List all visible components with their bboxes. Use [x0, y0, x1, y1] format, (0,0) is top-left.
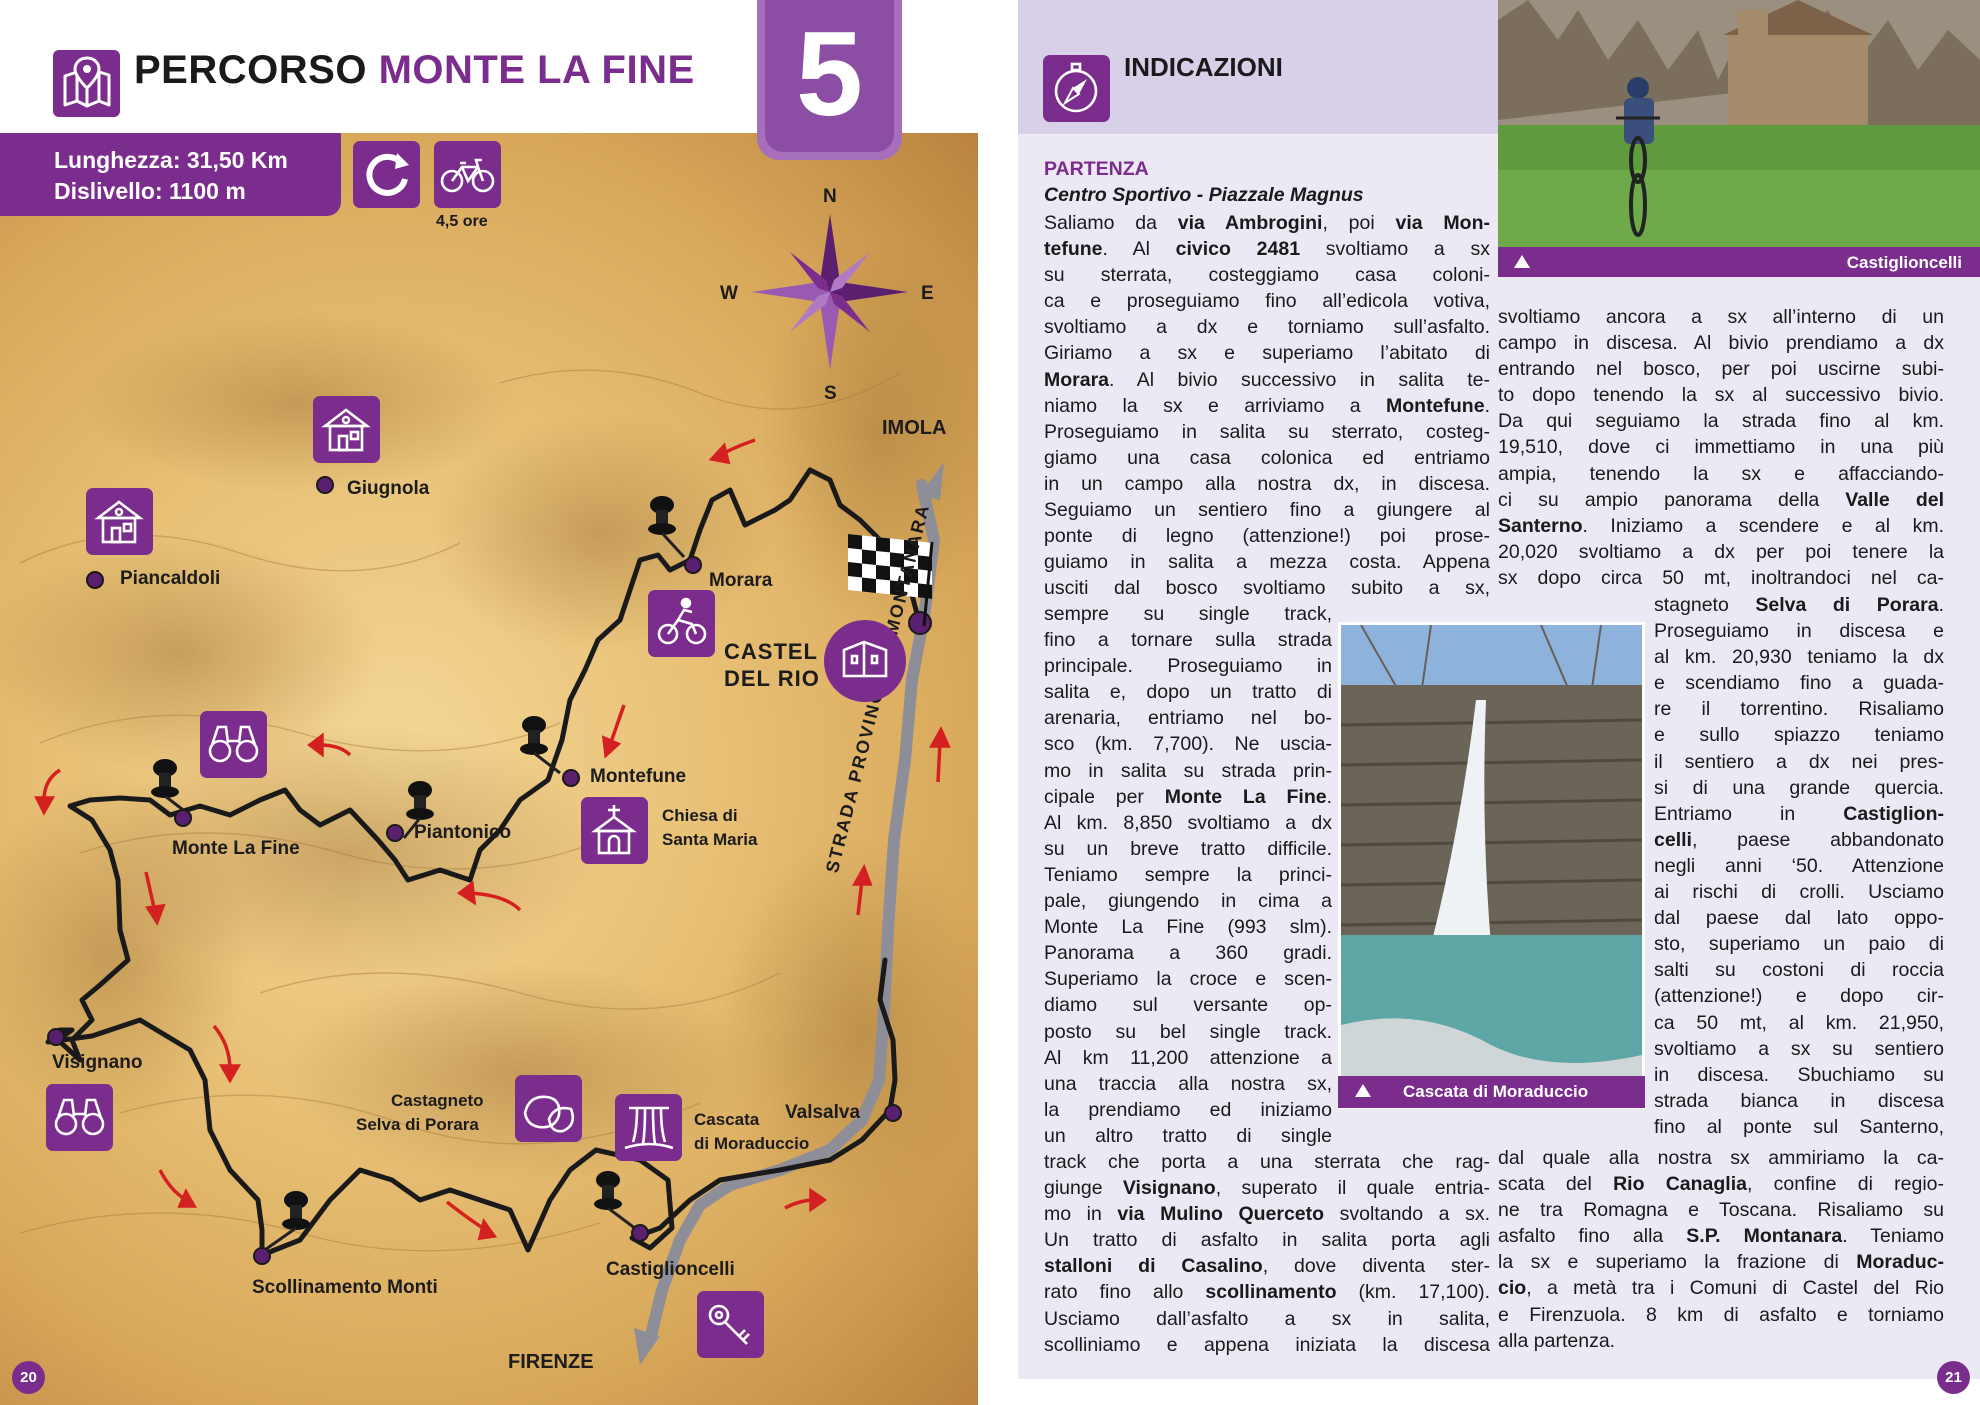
- place-piantonico: Piantonico: [414, 822, 512, 843]
- text-run: asfalto fino alla: [1498, 1225, 1687, 1248]
- house-icon: [86, 488, 153, 555]
- text-line: [1044, 1306, 1490, 1332]
- directions-text-col1-bottom: [1044, 1149, 1490, 1358]
- text-line: [1044, 966, 1332, 992]
- start-heading: PARTENZA: [1044, 158, 1149, 180]
- text-run: svoltando a sx.: [1324, 1203, 1490, 1226]
- text-run: svoltiamo a dx e torniamo sull’asfalto.: [1044, 316, 1490, 339]
- text-run: usciti dal bosco svoltiamo subito a sx,: [1044, 577, 1490, 600]
- text-run: diamo sul versante op-: [1044, 994, 1332, 1017]
- text-line: [1654, 1088, 1944, 1114]
- text-run: ai rischi di crolli. Usciamo: [1654, 881, 1944, 904]
- text-run: Entriamo in: [1654, 802, 1844, 825]
- bold-run: via Mulino Querceto: [1117, 1203, 1325, 1226]
- directions-text-col2-top: [1498, 304, 1944, 591]
- text-line: [1498, 461, 1944, 487]
- text-line: [1044, 471, 1490, 497]
- route-overlay: [0, 0, 978, 1405]
- text-run: svoltiamo a sx: [1300, 238, 1490, 261]
- text-run: Giriamo a sx e superiamo l’abitato di: [1044, 342, 1490, 365]
- text-line: [1654, 618, 1944, 644]
- page-number-left: 20: [12, 1361, 45, 1394]
- text-line: [1044, 810, 1332, 836]
- page-number-right: 21: [1937, 1361, 1970, 1394]
- text-run: salti su costoni di roccia: [1654, 959, 1944, 982]
- direction-imola: IMOLA: [882, 417, 947, 439]
- text-run: campo in discesa. Al bivio prendiamo a dx: [1498, 332, 1944, 355]
- text-line: [1654, 775, 1944, 801]
- text-run: posto su bel single track.: [1044, 1020, 1332, 1043]
- bold-run: cio: [1498, 1277, 1527, 1300]
- text-line: [1498, 356, 1944, 382]
- text-run: al km. 20,930 teniamo la dx: [1654, 646, 1944, 669]
- text-run: re il torrentino. Risaliamo: [1654, 698, 1944, 721]
- text-run: ci su ampio panorama della: [1498, 488, 1846, 511]
- place-chiesa-line1: Chiesa di: [662, 806, 738, 825]
- text-run: e Firenzuola. 8 km di asfalto e torniamo: [1498, 1303, 1944, 1326]
- text-run: . Al: [1102, 238, 1176, 261]
- binoculars-icon: [200, 711, 267, 778]
- text-line: [1044, 575, 1490, 601]
- caption-triangle-icon: [1514, 255, 1530, 268]
- text-line: [1498, 434, 1944, 460]
- bold-run: Valle del: [1845, 488, 1944, 511]
- text-line: [1654, 592, 1944, 618]
- bold-run: Santerno: [1498, 514, 1583, 537]
- text-line: [1044, 862, 1332, 888]
- text-run: arenaria, entriamo nel bo-: [1044, 707, 1332, 730]
- text-run: , poi: [1322, 212, 1396, 234]
- place-cascata-line1: Cascata: [694, 1110, 760, 1129]
- bold-run: Monte La Fine: [1164, 785, 1327, 808]
- text-run: sco (km. 7,700). Ne uscia-: [1044, 733, 1332, 756]
- text-line: [1654, 670, 1944, 696]
- place-scollinamento-monti: Scollinamento Monti: [252, 1277, 438, 1298]
- text-run: salita e, dopo un tratto di: [1044, 681, 1332, 704]
- place-castagneto-line2: Selva di Porara: [356, 1115, 479, 1134]
- text-run: fino al ponte sul Santerno,: [1654, 1115, 1944, 1138]
- place-monte-la-fine: Monte La Fine: [172, 838, 300, 859]
- text-run: su sterrata, costeggiamo casa coloni-: [1044, 264, 1490, 287]
- title-highlight: MONTE LA FINE: [378, 48, 695, 92]
- text-line: [1654, 957, 1944, 983]
- bold-run: Rio Canaglia: [1613, 1173, 1747, 1196]
- cyclist-icon: [648, 590, 715, 657]
- text-line: [1044, 1071, 1332, 1097]
- compass-rose-icon: [752, 214, 908, 370]
- text-line: [1654, 983, 1944, 1009]
- text-line: [1044, 731, 1332, 757]
- text-line: [1044, 627, 1332, 653]
- text-line: [1044, 262, 1490, 288]
- compass-north: N: [823, 186, 837, 207]
- text-run: su un breve tratto difficile.: [1044, 837, 1332, 860]
- text-run: Saliamo da: [1044, 212, 1178, 234]
- text-line: [1044, 992, 1332, 1018]
- text-run: Seguiamo un sentiero fino a giungere al: [1044, 499, 1490, 522]
- text-line: [1498, 1171, 1944, 1197]
- text-line: [1498, 1249, 1944, 1275]
- text-run: , superato il quale entria-: [1215, 1177, 1490, 1200]
- place-castiglioncelli: Castiglioncelli: [606, 1259, 735, 1280]
- text-run: Superiamo la croce e scen-: [1044, 968, 1332, 991]
- place-chiesa-line2: Santa Maria: [662, 830, 758, 849]
- text-run: scolliniamo e appena iniziata la discesa: [1044, 1333, 1490, 1356]
- bold-run: scollinamento: [1205, 1281, 1337, 1304]
- text-run: sto, superiamo un paio di: [1654, 933, 1944, 956]
- text-run: ca 50 mt, al km. 21,950,: [1654, 1011, 1944, 1034]
- bold-run: tefune: [1044, 238, 1103, 261]
- place-piancaldoli: Piancaldoli: [120, 568, 221, 589]
- text-line: [1044, 367, 1490, 393]
- text-line: [1044, 705, 1332, 731]
- text-line: [1498, 1328, 1944, 1354]
- text-line: [1044, 914, 1332, 940]
- text-run: ampia, tenendo la sx e affacciando-: [1498, 462, 1944, 485]
- compass-west: W: [720, 283, 738, 304]
- place-castel-del-rio-line2: DEL RIO: [724, 666, 820, 691]
- bold-run: Visignano: [1122, 1177, 1216, 1200]
- duration-label: 4,5 ore: [436, 213, 488, 230]
- text-run: .: [1938, 594, 1944, 616]
- text-run: , a metà tra i Comuni di Castel del Rio: [1526, 1277, 1944, 1300]
- text-run: mo in salita su strada prin-: [1044, 759, 1332, 782]
- text-line: [1654, 801, 1944, 827]
- text-line: [1044, 784, 1332, 810]
- text-run: svoltiamo ancora a sx all’interno di un: [1498, 306, 1944, 328]
- text-run: . Al bivio successivo in salita te-: [1109, 368, 1490, 391]
- text-line: [1044, 497, 1490, 523]
- start-subheading: Centro Sportivo - Piazzale Magnus: [1044, 184, 1364, 206]
- text-line: [1654, 905, 1944, 931]
- text-line: [1044, 236, 1490, 262]
- text-line: [1044, 1097, 1332, 1123]
- text-run: Al km 11,200 attenzione a: [1044, 1046, 1332, 1069]
- text-run: ponte di legno (attenzione!) poi prose-: [1044, 525, 1490, 548]
- bold-run: Moraduc-: [1856, 1251, 1944, 1274]
- text-run: il sentiero a dx nei pres-: [1654, 750, 1944, 773]
- section-title: INDICAZIONI: [1124, 52, 1283, 82]
- text-run: niamo la sx e arriviamo a: [1044, 394, 1386, 417]
- text-line: [1044, 1123, 1332, 1149]
- text-line: [1654, 879, 1944, 905]
- chestnut-icon: [515, 1075, 582, 1142]
- direction-firenze: FIRENZE: [508, 1351, 594, 1373]
- text-run: e sullo spiazzo teniamo: [1654, 724, 1944, 747]
- bold-run: Montefune: [1386, 394, 1485, 417]
- text-line: [1044, 1149, 1490, 1175]
- text-run: Da qui seguiamo la strada fino al km.: [1498, 410, 1944, 433]
- text-run: ca e proseguiamo fino all’edicola votiva,: [1044, 290, 1490, 313]
- text-line: [1654, 1010, 1944, 1036]
- text-run: dal paese dal lato oppo-: [1654, 907, 1944, 930]
- photo-castiglioncelli: [1498, 0, 1980, 277]
- text-line: [1044, 1227, 1490, 1253]
- text-run: to dopo tenendo la sx al successivo bivio.: [1498, 384, 1944, 407]
- text-run: 20,020 svoltiamo a dx per poi tenere la: [1498, 540, 1944, 563]
- directions-text-col2-bottom: [1498, 1145, 1944, 1354]
- text-run: e scendiamo fino a guada-: [1654, 672, 1944, 695]
- compass-east: E: [921, 283, 934, 304]
- text-line: [1498, 487, 1944, 513]
- bold-run: Castiglion-: [1843, 802, 1944, 825]
- text-line: [1044, 1279, 1490, 1305]
- text-line: [1044, 419, 1490, 445]
- photo-cascata-di-moraduccio: [1338, 622, 1645, 1109]
- text-run: Proseguiamo in salita su sterrato, costeg-: [1044, 420, 1490, 443]
- waterfall-icon: [615, 1094, 682, 1161]
- bold-run: S.P. Montanara: [1686, 1225, 1843, 1248]
- road-label: STRADA PROVINCIALE MONTANARA: [822, 501, 934, 875]
- text-line: [1044, 340, 1490, 366]
- compass-south: S: [824, 383, 837, 404]
- elevation-label: Dislivello: 1100 m: [54, 178, 246, 204]
- text-line: [1498, 1302, 1944, 1328]
- text-line: [1654, 827, 1944, 853]
- right-page: [1018, 0, 1980, 1405]
- text-line: [1654, 1114, 1944, 1140]
- house-icon: [313, 396, 380, 463]
- text-run: svoltiamo a sx su sentiero: [1654, 1037, 1944, 1060]
- text-line: [1044, 758, 1332, 784]
- text-line: [1498, 1223, 1944, 1249]
- text-run: Proseguiamo in discesa e: [1654, 620, 1944, 643]
- text-run: 19,510, dove ci immettiamo in una più: [1498, 436, 1944, 459]
- text-run: cipale per: [1044, 785, 1165, 808]
- text-run: Panorama a 360 gradi.: [1044, 942, 1332, 965]
- text-run: (km. 17,100).: [1336, 1281, 1490, 1304]
- text-line: [1498, 539, 1944, 565]
- bold-run: Morara: [1044, 368, 1110, 391]
- place-cascata-line2: di Moraduccio: [694, 1134, 810, 1153]
- text-run: rato fino allo: [1044, 1281, 1206, 1304]
- text-run: scata del: [1498, 1173, 1614, 1196]
- text-run: . Teniamo: [1842, 1225, 1944, 1248]
- text-run: negli anni ‘50. Attenzione: [1654, 854, 1944, 877]
- text-run: .: [1326, 785, 1332, 808]
- length-label: Lunghezza: 31,50 Km: [54, 147, 288, 173]
- text-run: .: [1484, 394, 1490, 417]
- directions-text-col1-narrow: [1044, 601, 1332, 1149]
- text-line: [1044, 1253, 1490, 1279]
- text-line: [1654, 1062, 1944, 1088]
- text-line: [1498, 1275, 1944, 1301]
- text-line: [1654, 696, 1944, 722]
- compass-icon: [1043, 55, 1110, 122]
- text-run: track che porta a una sterrata che rag-: [1044, 1151, 1490, 1173]
- bold-run: celli: [1654, 828, 1692, 851]
- place-castel-del-rio-line1: CASTEL: [724, 639, 818, 664]
- place-visignano: Visignano: [52, 1052, 143, 1073]
- text-run: (attenzione!) e dopo cir-: [1654, 985, 1944, 1008]
- text-line: [1498, 513, 1944, 539]
- text-run: un altro tratto di single: [1044, 1124, 1332, 1147]
- place-valsalva: Valsalva: [785, 1102, 861, 1123]
- text-line: [1044, 1175, 1490, 1201]
- text-run: ne tra Romagna e Toscana. Risaliamo su: [1498, 1199, 1944, 1222]
- text-run: la sx e superiamo la frazione di: [1498, 1251, 1857, 1274]
- text-line: [1044, 836, 1332, 862]
- text-line: [1044, 1019, 1332, 1045]
- text-run: dal quale alla nostra sx ammiriamo la ca-: [1498, 1147, 1944, 1169]
- text-line: [1044, 445, 1490, 471]
- text-run: stagneto: [1654, 594, 1756, 616]
- text-run: sx dopo circa 50 mt, inoltrandoci nel ca-: [1498, 566, 1944, 589]
- text-line: [1044, 679, 1332, 705]
- directions-text-col1-top: [1044, 210, 1490, 601]
- place-morara: Morara: [709, 570, 773, 591]
- text-line: [1044, 523, 1490, 549]
- directions-text-col2-narrow: [1654, 592, 1944, 1140]
- caption-triangle-icon: [1355, 1084, 1371, 1097]
- text-line: [1498, 565, 1944, 591]
- title-prefix: PERCORSO: [134, 48, 367, 92]
- bold-run: Selva di Porara: [1755, 594, 1939, 616]
- text-run: Al km. 8,850 svoltiamo a dx: [1044, 811, 1332, 834]
- bold-run: civico 2481: [1175, 238, 1301, 261]
- text-line: [1044, 601, 1332, 627]
- text-run: , paese abbandonato: [1691, 828, 1944, 851]
- text-line: [1498, 304, 1944, 330]
- text-line: [1044, 653, 1332, 679]
- text-line: [1044, 393, 1490, 419]
- text-run: mo in: [1044, 1203, 1118, 1226]
- text-run: strada bianca in discesa: [1654, 1089, 1944, 1112]
- text-line: [1044, 888, 1332, 914]
- text-line: [1044, 210, 1490, 236]
- text-run: pale, giungendo in cima a: [1044, 890, 1332, 913]
- photo-caption-cascata: Cascata di Moraduccio: [1403, 1082, 1589, 1101]
- text-run: , dove diventa ster-: [1262, 1255, 1490, 1278]
- text-run: giunge: [1044, 1177, 1123, 1200]
- text-run: Usciamo dall’asfalto a sx in salita,: [1044, 1307, 1490, 1330]
- text-line: [1044, 940, 1332, 966]
- text-run: Teniamo sempre la princi-: [1044, 863, 1332, 886]
- text-line: [1498, 1197, 1944, 1223]
- text-run: alla partenza.: [1498, 1329, 1616, 1352]
- route-number: 5: [765, 0, 894, 152]
- text-run: , confine di regio-: [1747, 1173, 1944, 1196]
- text-run: in discesa. Sbuchiamo su: [1654, 1063, 1944, 1086]
- text-line: [1044, 549, 1490, 575]
- text-run: fino a tornare sulla strada: [1044, 629, 1332, 652]
- place-castagneto-line1: Castagneto: [391, 1091, 484, 1110]
- photo-caption-castiglioncelli: Castiglioncelli: [1846, 253, 1962, 272]
- text-run: si di una grande quercia.: [1654, 776, 1944, 799]
- place-montefune: Montefune: [590, 766, 687, 787]
- text-line: [1654, 644, 1944, 670]
- text-line: [1654, 1036, 1944, 1062]
- castle-icon: [824, 620, 906, 702]
- text-line: [1654, 853, 1944, 879]
- text-run: principale. Proseguiamo in: [1044, 655, 1332, 678]
- pushpin-icon: [151, 496, 687, 1252]
- text-run: entrando nel bosco, per poi uscirne subi-: [1498, 358, 1944, 381]
- text-run: una traccia alla nostra sx,: [1044, 1072, 1332, 1095]
- text-run: guiamo in salita a mezza costa. Appena: [1044, 551, 1490, 574]
- text-run: la prendiamo ed iniziamo: [1044, 1098, 1332, 1121]
- text-line: [1654, 931, 1944, 957]
- bold-run: stalloni di Casalino: [1044, 1255, 1263, 1278]
- text-run: giamo una casa colonica ed entriamo: [1044, 446, 1490, 469]
- text-line: [1498, 330, 1944, 356]
- text-line: [1044, 314, 1490, 340]
- binoculars-icon: [46, 1084, 113, 1151]
- text-line: [1498, 1145, 1944, 1171]
- text-line: [1044, 288, 1490, 314]
- text-line: [1044, 1332, 1490, 1358]
- bold-run: via Ambrogini: [1177, 212, 1323, 234]
- text-run: in un campo alla nostra dx, in discesa.: [1044, 472, 1490, 495]
- text-run: Un tratto di asfalto in salita porta agli: [1044, 1229, 1490, 1252]
- text-line: [1498, 382, 1944, 408]
- text-line: [1044, 1201, 1490, 1227]
- text-run: . Iniziamo a scendere e al km.: [1582, 514, 1944, 537]
- text-run: sempre su single track,: [1044, 603, 1332, 625]
- church-icon: [581, 797, 648, 864]
- bold-run: via Mon-: [1395, 212, 1490, 234]
- text-line: [1498, 408, 1944, 434]
- left-page: [0, 0, 978, 1405]
- text-line: [1044, 1045, 1332, 1071]
- text-run: Monte La Fine (993 slm).: [1044, 916, 1332, 939]
- key-icon: [697, 1291, 764, 1358]
- text-line: [1654, 722, 1944, 748]
- text-line: [1654, 749, 1944, 775]
- place-giugnola: Giugnola: [347, 478, 430, 499]
